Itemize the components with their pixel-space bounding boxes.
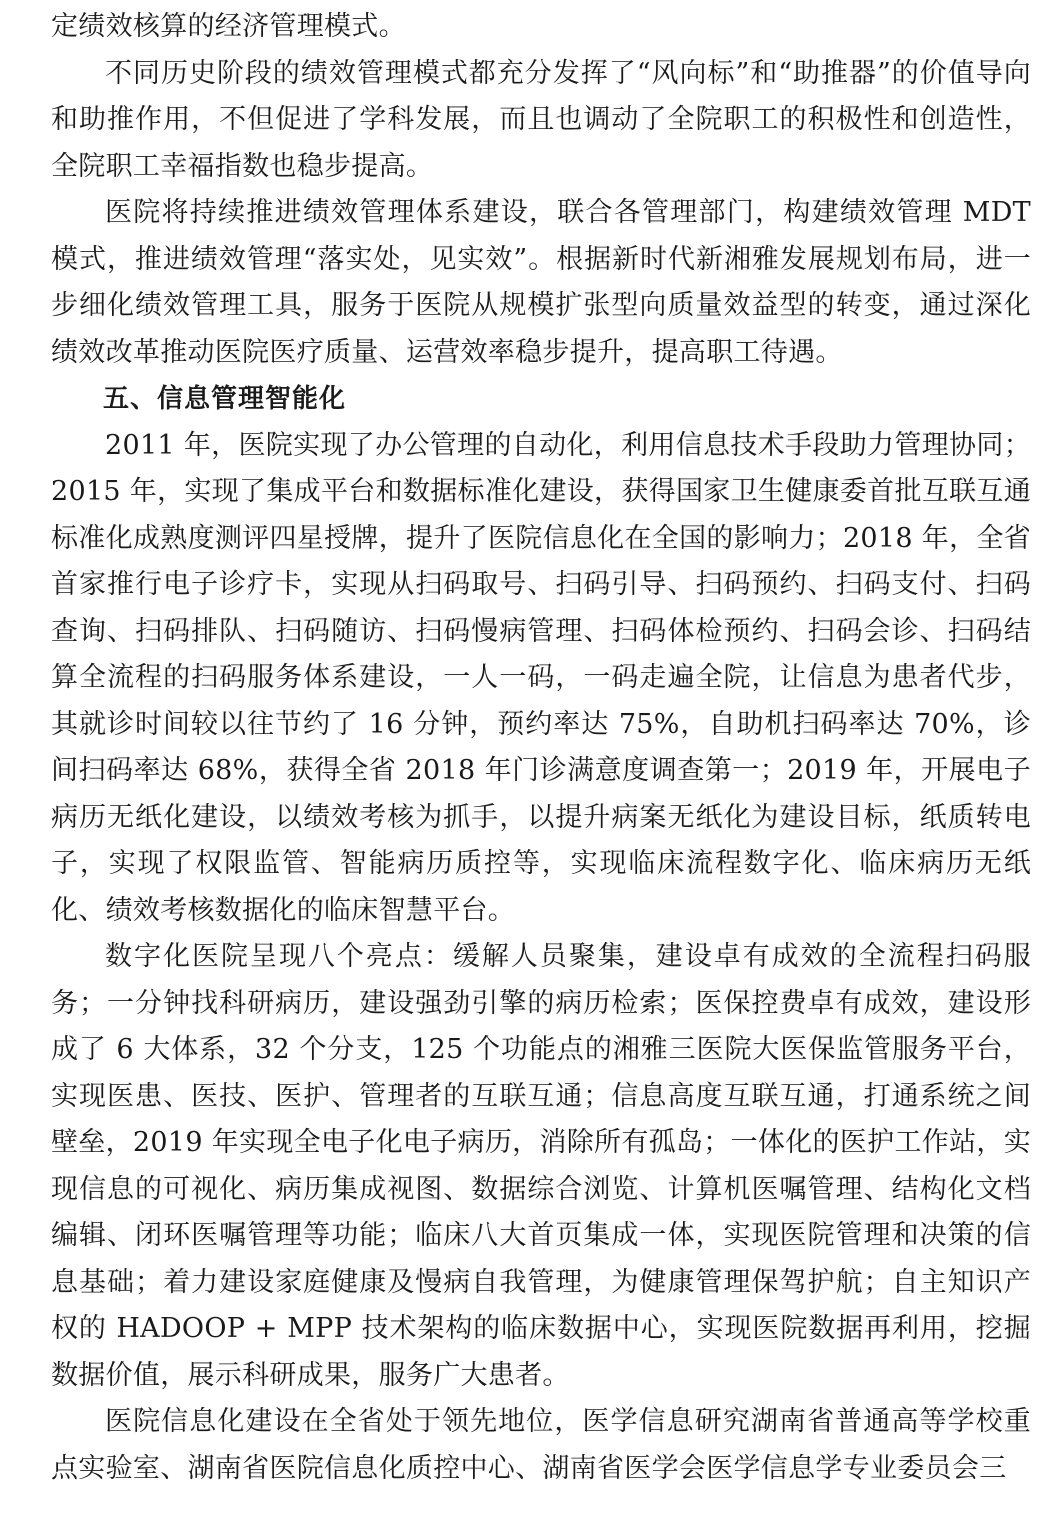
paragraph-performance-models: 不同历史阶段的绩效管理模式都充分发挥了“风向标”和“助推器”的价值导向和助推作用，不但促进了学科发展，而且也调动了全院职工的积极性和创造性，全院职工幸福指数也稳步提高。 [51, 57, 1031, 182]
paragraph-it-leadership: 医院信息化建设在全省处于领先地位，医学信息研究湖南省普通高等学校重点实验室、湖南省医院信息化质控中心、湖南省医学会医学信息学专业委员会三 [51, 1406, 1031, 1484]
paragraph-digital-highlights: 数字化医院呈现八个亮点：缓解人员聚集，建设卓有成效的全流程扫码服务；一分钟找科研病历，建设强劲引擎的病历检索；医保控费卓有成效，建设形成了 6 大体系，32 个分支，125 个功能点的湘雅三医院大医保监管服务平台，实现医患、医技、医护、管理者的互联互通；信息高度互联互通，打通系统之间壁垒，2019 年实现全电子化电子病历，消除所有孤岛；一体化的医护工作站，实现信息的可视化、病历集成视图、数据综合浏览、计算机医嘱管理、结构化文档编辑、闭环医嘱管理等功能；临床八大首页集成一体，实现医院管理和决策的信息基础；着力建设家庭健康及慢病自我管理，为健康管理保驾护航；自主知识产权的 HADOOP + MPP 技术架构的临床数据中心，实现医院数据再利用，挖掘数据价值，展示科研成果，服务广大患者。 [51, 941, 1031, 1391]
paragraph-continuation: 定绩效核算的经济管理模式。 [51, 11, 406, 42]
paragraph-it-history: 2011 年，医院实现了办公管理的自动化，利用信息技术手段助力管理协同；2015 年，实现了集成平台和数据标准化建设，获得国家卫生健康委首批互联互通标准化成熟度测评四星授牌，提升了医院信息化在全国的影响力；2018 年，全省首家推行电子诊疗卡，实现从扫码取号、扫码引导、扫码预约、扫码支付、扫码查询、扫码排队、扫码随访、扫码慢病管理、扫码体检预约、扫码会诊、扫码结算全流程的扫码服务体系建设，一人一码，一码走遍全院，让信息为患者代步，其就诊时间较以往节约了 16 分钟，预约率达 75%，自助机扫码率达 70%，诊间扫码率达 68%，获得全省 2018 年门诊满意度调查第一；2019 年，开展电子病历无纸化建设，以绩效考核为抓手，以提升病案无纸化为建设目标，纸质转电子，实现了权限监管、智能病历质控等，实现临床流程数字化、临床病历无纸化、绩效考核数据化的临床智慧平台。 [51, 429, 1031, 926]
paragraph-performance-future: 医院将持续推进绩效管理体系建设，联合各管理部门，构建绩效管理 MDT 模式，推进绩效管理“落实处，见实效”。根据新时代新湘雅发展规划布局，进一步细化绩效管理工具，服务于医院从规模扩张型向质量效益型的转变，通过深化绩效改革推动医院医疗质量、运营效率稳步提升，提高职工待遇。 [51, 197, 1031, 368]
section-heading: 五、信息管理智能化 [103, 384, 347, 414]
